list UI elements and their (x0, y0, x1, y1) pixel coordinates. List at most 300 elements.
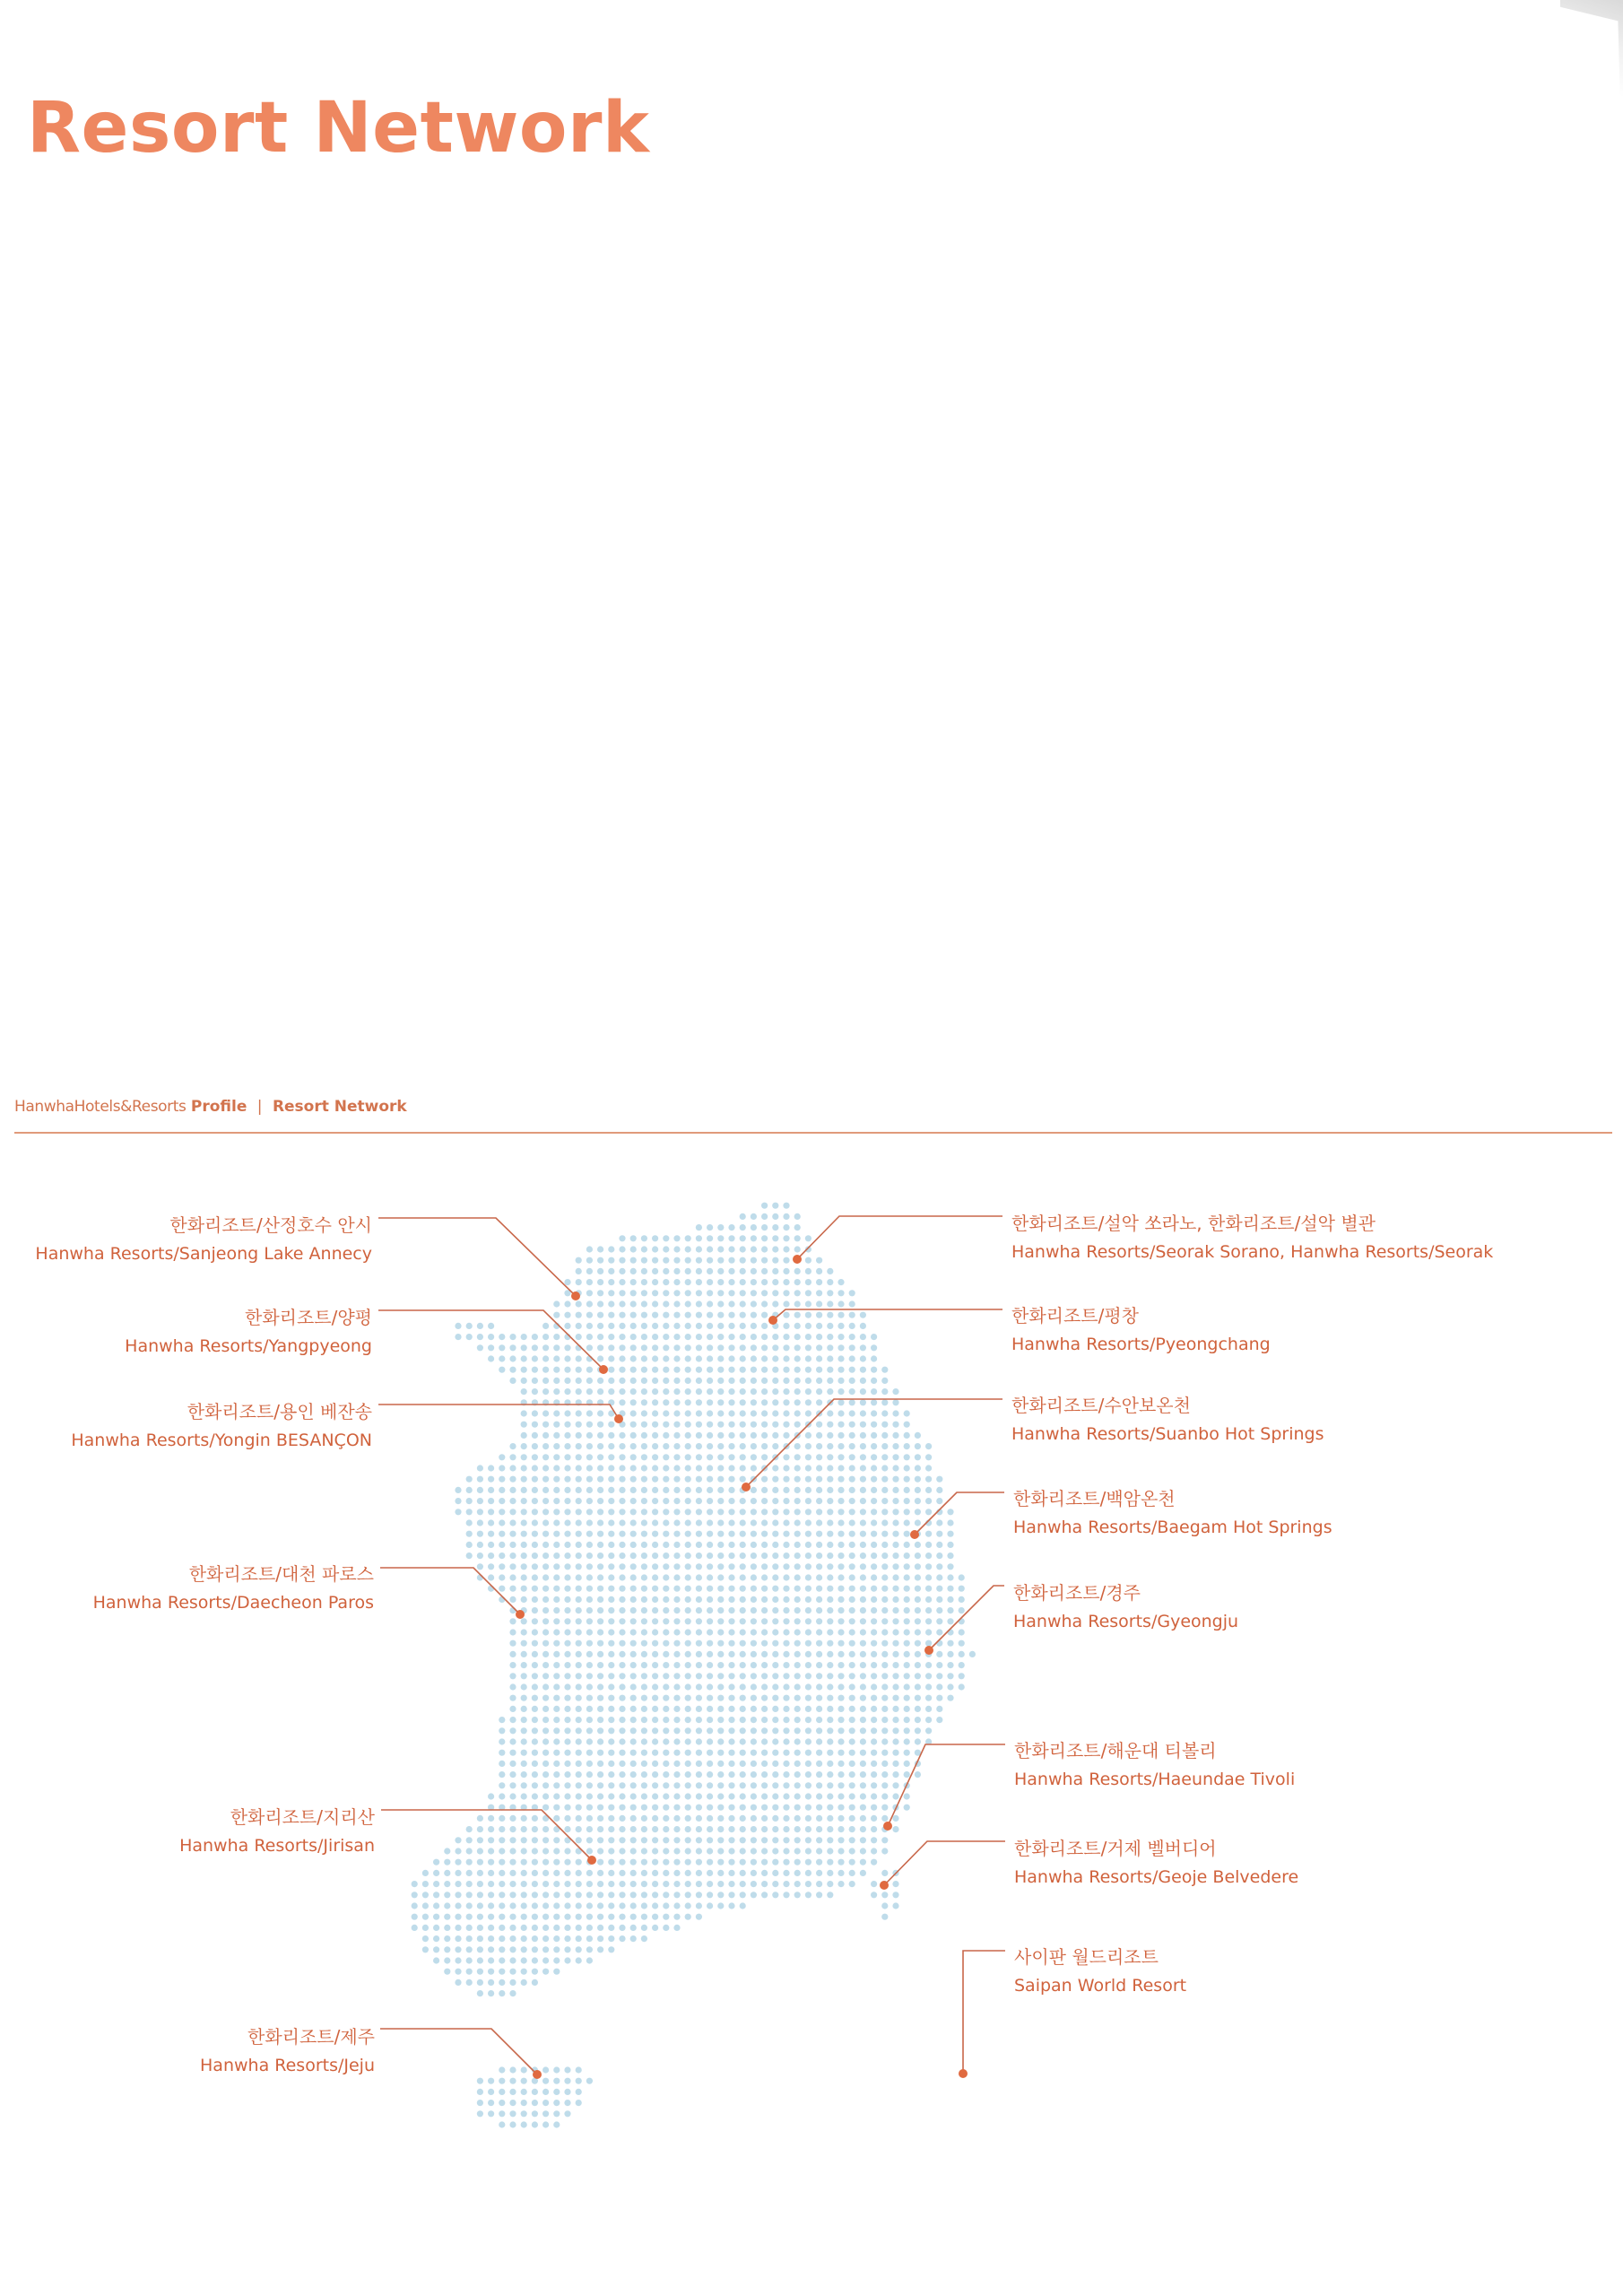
map-dot (576, 2078, 582, 2084)
map-dot (532, 1925, 538, 1931)
map-dot (608, 1257, 614, 1264)
map-dot (542, 1859, 549, 1866)
map-dot (794, 1815, 801, 1822)
map-dot (794, 1727, 801, 1734)
map-dot (532, 1432, 538, 1439)
map-dot (751, 1509, 757, 1515)
map-dot (521, 1925, 527, 1931)
map-dot (904, 1761, 910, 1767)
map-dot (794, 1268, 801, 1274)
map-dot (717, 1826, 724, 1832)
map-dot (641, 1793, 647, 1799)
map-dot (772, 1235, 778, 1241)
map-dot (685, 1761, 691, 1767)
map-dot (663, 1586, 669, 1592)
map-dot (619, 1793, 625, 1799)
map-dot (740, 1848, 746, 1854)
map-dot (783, 1782, 789, 1788)
map-dot (663, 1355, 669, 1361)
map-dot (805, 1750, 812, 1756)
map-dot (871, 1355, 877, 1361)
map-dot (685, 1542, 691, 1548)
label-sanjeong (35, 1213, 372, 1266)
map-dot (794, 1662, 801, 1668)
map-dot (892, 1487, 898, 1493)
map-dot (761, 1257, 768, 1264)
map-dot (663, 1279, 669, 1285)
map-dot (783, 1268, 789, 1274)
map-dot (542, 1706, 549, 1712)
map-dot (488, 1892, 494, 1898)
map-dot (783, 1683, 789, 1690)
map-dot (663, 1902, 669, 1909)
map-dot (586, 1410, 593, 1416)
map-dot (751, 1662, 757, 1668)
map-dot (455, 1946, 461, 1952)
map-dot (532, 1607, 538, 1613)
map-dot (696, 1410, 702, 1416)
map-dot (794, 1487, 801, 1493)
map-dot (904, 1640, 910, 1647)
map-dot (586, 1378, 593, 1384)
map-dot (641, 1268, 647, 1274)
marker-seorak (793, 1255, 802, 1264)
map-dot (794, 1422, 801, 1428)
map-dot (947, 1563, 953, 1570)
map-dot (499, 1344, 505, 1351)
map-dot (641, 1914, 647, 1920)
map-dot (619, 1312, 625, 1318)
map-dot (728, 1727, 734, 1734)
map-dot (597, 1771, 603, 1778)
map-dot (816, 1837, 822, 1843)
map-dot (860, 1837, 866, 1843)
label-ko: 한화리조트/설악 쏘라노, 한화리조트/설악 별관 (1011, 1213, 1376, 1234)
map-dot (805, 1826, 812, 1832)
map-dot (499, 1990, 505, 1996)
map-dot (521, 1881, 527, 1887)
map-dot (849, 1815, 855, 1822)
map-dot (761, 1771, 768, 1778)
map-dot (608, 1388, 614, 1395)
map-dot (772, 1213, 778, 1220)
map-dot (641, 1367, 647, 1373)
map-dot (816, 1607, 822, 1613)
map-dot (904, 1717, 910, 1723)
map-dot (717, 1487, 724, 1493)
map-dot (717, 1618, 724, 1624)
map-dot (827, 1859, 833, 1866)
map-dot (860, 1465, 866, 1471)
map-dot (805, 1837, 812, 1843)
map-dot (652, 1334, 658, 1340)
map-dot (696, 1519, 702, 1526)
map-dot (751, 1586, 757, 1592)
map-dot (488, 1334, 494, 1340)
map-dot (871, 1695, 877, 1701)
map-dot (827, 1531, 833, 1537)
map-dot (477, 1979, 483, 1986)
map-dot (728, 1509, 734, 1515)
map-dot (630, 1268, 637, 1274)
map-dot (772, 1498, 778, 1504)
map-dot (663, 1925, 669, 1931)
map-dot (936, 1498, 942, 1504)
map-dot (783, 1432, 789, 1439)
map-dot (576, 1268, 582, 1274)
map-dot (597, 1257, 603, 1264)
map-dot (641, 1815, 647, 1822)
map-dot (455, 1979, 461, 1986)
map-dot (794, 1454, 801, 1460)
map-dot (925, 1727, 932, 1734)
map-dot (509, 2066, 516, 2073)
map-dot (509, 1618, 516, 1624)
map-dot (663, 1476, 669, 1483)
map-dot (783, 1738, 789, 1744)
map-dot (444, 1859, 450, 1866)
map-dot (751, 1870, 757, 1876)
map-dot (532, 1859, 538, 1866)
map-dot (827, 1574, 833, 1580)
map-dot (444, 1969, 450, 1975)
map-dot (761, 1246, 768, 1252)
map-dot (576, 1738, 582, 1744)
map-dot (881, 1552, 888, 1559)
map-dot (849, 1334, 855, 1340)
map-dot (597, 1782, 603, 1788)
map-dot (553, 2078, 560, 2084)
map-dot (707, 1662, 713, 1668)
map-dot (564, 1738, 570, 1744)
map-dot (751, 1881, 757, 1887)
map-dot (663, 1498, 669, 1504)
map-dot (652, 1618, 658, 1624)
map-dot (827, 1738, 833, 1744)
map-dot (827, 1519, 833, 1526)
map-dot (827, 1793, 833, 1799)
map-dot (892, 1651, 898, 1657)
map-dot (433, 1892, 439, 1898)
map-dot (728, 1771, 734, 1778)
map-dot (871, 1498, 877, 1504)
map-dot (805, 1257, 812, 1264)
map-dot (751, 1750, 757, 1756)
map-dot (673, 1399, 680, 1405)
map-dot (499, 1334, 505, 1340)
label-en: Hanwha Resorts/Jeju (200, 2056, 375, 2075)
map-dot (827, 1848, 833, 1854)
map-dot (564, 1662, 570, 1668)
map-dot (663, 1683, 669, 1690)
map-dot (641, 1640, 647, 1647)
map-dot (521, 1586, 527, 1592)
map-dot (740, 1902, 746, 1909)
map-dot (925, 1443, 932, 1449)
map-dot (630, 1531, 637, 1537)
map-dot (576, 1651, 582, 1657)
map-dot (641, 1246, 647, 1252)
map-dot (860, 1410, 866, 1416)
map-dot (597, 1498, 603, 1504)
map-dot (707, 1257, 713, 1264)
map-dot (509, 1465, 516, 1471)
map-dot (838, 1673, 844, 1679)
map-dot (641, 1586, 647, 1592)
map-dot (641, 1355, 647, 1361)
map-dot (881, 1476, 888, 1483)
map-dot (816, 1454, 822, 1460)
map-dot (717, 1246, 724, 1252)
map-dot (696, 1498, 702, 1504)
map-dot (794, 1782, 801, 1788)
map-dot (696, 1422, 702, 1428)
map-dot (553, 1761, 560, 1767)
map-dot (608, 1761, 614, 1767)
map-dot (532, 1793, 538, 1799)
map-dot (827, 1268, 833, 1274)
marker-gyeongju (924, 1646, 933, 1655)
map-dot (925, 1683, 932, 1690)
map-dot (433, 1935, 439, 1942)
map-dot (673, 1367, 680, 1373)
map-dot (707, 1268, 713, 1274)
label-yangpyeong (125, 1305, 372, 1359)
map-dot (794, 1465, 801, 1471)
map-dot (707, 1793, 713, 1799)
map-dot (576, 1717, 582, 1723)
map-dot (816, 1344, 822, 1351)
map-dot (707, 1881, 713, 1887)
map-dot (805, 1334, 812, 1340)
map-dot (904, 1432, 910, 1439)
map-dot (619, 1235, 625, 1241)
map-dot (673, 1859, 680, 1866)
map-dot (761, 1727, 768, 1734)
map-dot (630, 1378, 637, 1384)
map-dot (576, 1957, 582, 1963)
map-dot (542, 1969, 549, 1975)
map-dot (499, 1574, 505, 1580)
map-dot (794, 1607, 801, 1613)
map-dot (488, 1815, 494, 1822)
map-dot (696, 1673, 702, 1679)
map-dot (707, 1892, 713, 1898)
map-dot (936, 1563, 942, 1570)
map-dot (761, 1378, 768, 1384)
map-dot (542, 1957, 549, 1963)
map-dot (947, 1596, 953, 1603)
map-dot (455, 1323, 461, 1329)
map-dot (630, 1552, 637, 1559)
map-dot (630, 1422, 637, 1428)
map-dot (740, 1662, 746, 1668)
map-dot (619, 1344, 625, 1351)
map-dot (740, 1410, 746, 1416)
map-dot (871, 1519, 877, 1526)
map-dot (630, 1761, 637, 1767)
map-dot (564, 1542, 570, 1548)
map-dot (509, 1902, 516, 1909)
map-dot (881, 1465, 888, 1471)
map-dot (772, 1837, 778, 1843)
map-dot (663, 1782, 669, 1788)
map-dot (707, 1290, 713, 1296)
map-dot (860, 1683, 866, 1690)
map-dot (608, 1946, 614, 1952)
map-dot (849, 1727, 855, 1734)
map-dot (925, 1563, 932, 1570)
map-dot (783, 1465, 789, 1471)
map-dot (936, 1586, 942, 1592)
map-dot (630, 1640, 637, 1647)
map-dot (553, 1706, 560, 1712)
map-dot (597, 1914, 603, 1920)
leader-line-saipan (963, 1951, 1005, 2074)
map-dot (597, 1454, 603, 1460)
label-ko: 한화리조트/수안보온천 (1011, 1395, 1191, 1416)
map-dot (925, 1706, 932, 1712)
map-dot (673, 1542, 680, 1548)
map-dot (488, 2078, 494, 2084)
map-dot (717, 1290, 724, 1296)
map-dot (838, 1607, 844, 1613)
map-dot (751, 1607, 757, 1613)
map-dot (488, 1793, 494, 1799)
map-dot (477, 1859, 483, 1866)
map-dot (488, 1990, 494, 1996)
map-dot (521, 1334, 527, 1340)
map-dot (521, 1410, 527, 1416)
map-dot (542, 2078, 549, 2084)
map-dot (641, 1870, 647, 1876)
leader-line-seorak (797, 1216, 1002, 1259)
map-dot (521, 1935, 527, 1942)
map-dot (608, 1531, 614, 1537)
map-dot (827, 1662, 833, 1668)
map-dot (532, 1498, 538, 1504)
map-dot (509, 2078, 516, 2084)
map-dot (751, 1378, 757, 1384)
map-dot (499, 1914, 505, 1920)
map-dot (827, 1750, 833, 1756)
map-dot (521, 1706, 527, 1712)
map-dot (707, 1683, 713, 1690)
map-dot (849, 1662, 855, 1668)
map-dot (947, 1509, 953, 1515)
map-dot (422, 1925, 429, 1931)
label-ko: 한화리조트/해운대 티볼리 (1014, 1740, 1217, 1761)
map-dot (696, 1552, 702, 1559)
map-dot (696, 1914, 702, 1920)
map-dot (772, 1793, 778, 1799)
map-dot (597, 1618, 603, 1624)
map-dot (586, 1892, 593, 1898)
map-dot (740, 1651, 746, 1657)
map-dot (499, 1750, 505, 1756)
map-dot (860, 1640, 866, 1647)
map-dot (728, 1848, 734, 1854)
map-dot (685, 1914, 691, 1920)
map-dot (455, 1848, 461, 1854)
map-dot (783, 1487, 789, 1493)
map-dot (641, 1837, 647, 1843)
map-dot (652, 1683, 658, 1690)
map-dot (652, 1695, 658, 1701)
map-dot (673, 1519, 680, 1526)
map-dot (685, 1892, 691, 1898)
label-baegam (1013, 1486, 1332, 1540)
map-dot (532, 1892, 538, 1898)
map-dot (499, 1727, 505, 1734)
map-dot (586, 1334, 593, 1340)
map-dot (761, 1422, 768, 1428)
map-dot (827, 1410, 833, 1416)
map-dot (630, 1344, 637, 1351)
map-dot (838, 1531, 844, 1537)
header-section: Resort Network (272, 1098, 407, 1116)
map-dot (532, 1738, 538, 1744)
map-dot (630, 1574, 637, 1580)
map-dot (641, 1378, 647, 1384)
map-dot (521, 1771, 527, 1778)
map-dot (892, 1706, 898, 1712)
map-dot (608, 1914, 614, 1920)
map-dot (619, 1498, 625, 1504)
map-dot (652, 1388, 658, 1395)
map-dot (751, 1629, 757, 1635)
map-dot (838, 1782, 844, 1788)
map-dot (673, 1848, 680, 1854)
map-dot (816, 1542, 822, 1548)
map-dot (871, 1881, 877, 1887)
map-dot (477, 1476, 483, 1483)
map-dot (641, 1738, 647, 1744)
map-dot (816, 1662, 822, 1668)
map-dot (685, 1388, 691, 1395)
map-dot (772, 1410, 778, 1416)
map-dot (860, 1695, 866, 1701)
map-dot (707, 1695, 713, 1701)
map-dot (849, 1454, 855, 1460)
map-dot (586, 1717, 593, 1723)
map-dot (597, 1925, 603, 1931)
map-dot (641, 1519, 647, 1526)
map-dot (717, 1454, 724, 1460)
map-dot (630, 1925, 637, 1931)
map-dot (696, 1837, 702, 1843)
map-dot (564, 1925, 570, 1931)
map-dot (553, 1465, 560, 1471)
map-dot (542, 1750, 549, 1756)
map-dot (630, 1279, 637, 1285)
map-dot (608, 1859, 614, 1866)
map-dot (849, 1323, 855, 1329)
map-dot (772, 1826, 778, 1832)
map-dot (783, 1454, 789, 1460)
map-dot (707, 1410, 713, 1416)
map-dot (816, 1651, 822, 1657)
map-dot (751, 1618, 757, 1624)
map-dot (827, 1465, 833, 1471)
map-dot (849, 1761, 855, 1767)
map-dot (630, 1706, 637, 1712)
map-dot (608, 1334, 614, 1340)
map-dot (433, 1859, 439, 1866)
map-dot (576, 1279, 582, 1285)
map-dot (685, 1531, 691, 1537)
map-dot (576, 1300, 582, 1307)
